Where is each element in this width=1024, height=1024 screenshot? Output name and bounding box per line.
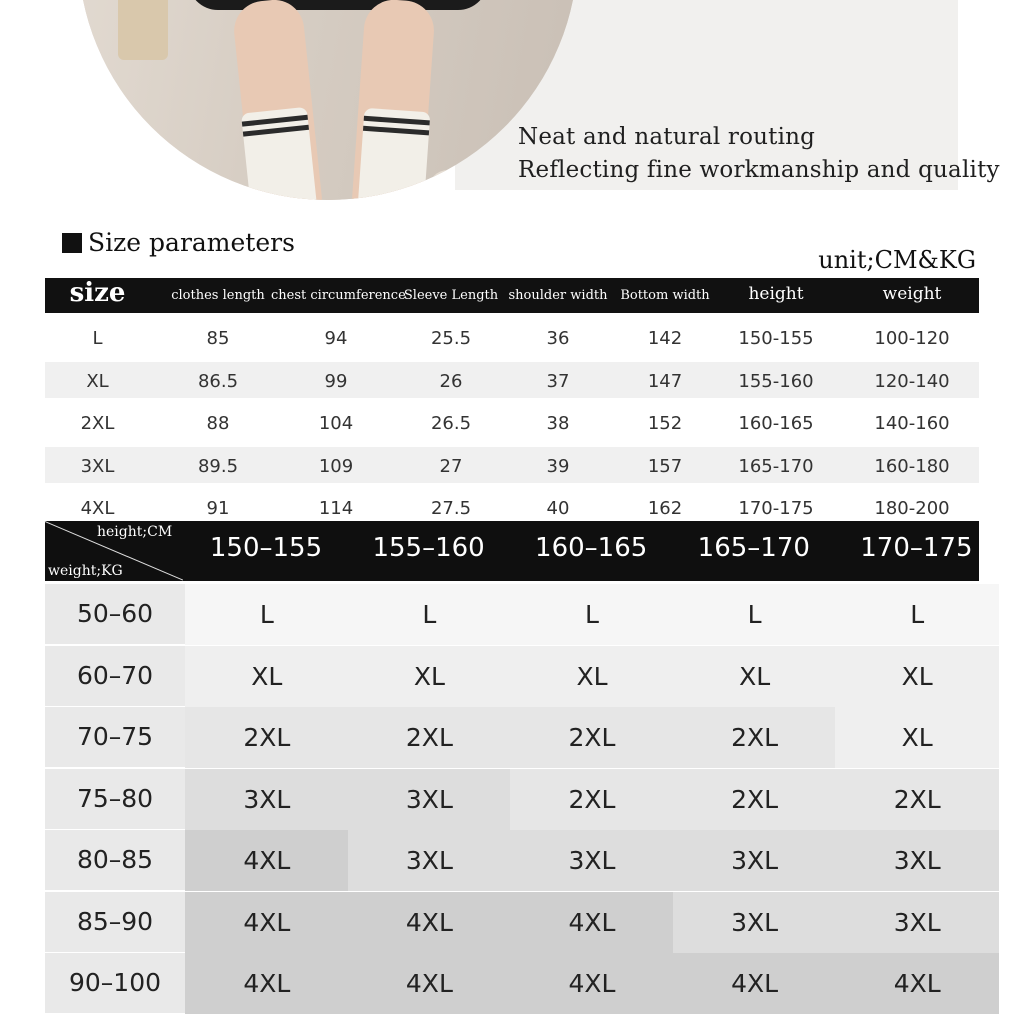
table-cell: 99 [324,370,348,392]
weight-row-header: 75–80 [45,769,185,829]
weight-row-header: 80–85 [45,830,185,890]
table-cell: L [92,328,103,349]
table-cell: 88 [206,413,230,434]
weight-row-header: 90–100 [45,953,185,1013]
table-cell: 155-160 [738,370,814,392]
size-cell: 2XL [673,707,837,768]
header-cell: Bottom width [620,288,710,303]
size-cell: 3XL [673,892,837,953]
size-cell: L [348,584,512,645]
size-cell: XL [673,646,837,707]
size-cell: 3XL [348,769,512,830]
table-cell: 147 [647,370,683,392]
chart-corner [45,521,185,581]
size-cell: 3XL [835,892,999,953]
size-cell: 3XL [835,830,999,891]
table-cell: XL [86,370,109,392]
size-cell: 3XL [185,769,349,830]
weight-row-header: 85–90 [45,892,185,952]
handbag-image [118,0,168,60]
size-cell: L [835,584,999,645]
size-cell: 4XL [185,830,349,891]
height-column-header: 155–160 [372,533,485,563]
header-cell: height [748,284,804,304]
table-cell: 36 [546,328,570,349]
size-cell: 2XL [348,707,512,768]
model-photo [78,0,578,200]
size-cell: 4XL [510,892,674,953]
table-cell: 109 [318,455,354,477]
caption-line-2: Reflecting fine workmanship and quality [518,157,1000,183]
size-parameter-table [45,278,979,519]
table-cell: 160-180 [874,455,950,477]
skirt-image [188,0,488,10]
table-cell: 162 [647,498,683,519]
size-cell: XL [185,646,349,707]
size-cell: L [185,584,349,645]
size-chart [45,521,979,1013]
header-cell: Sleeve Length [403,288,499,303]
corner-height-label: height;CM [97,524,173,540]
table-row [45,362,979,398]
weight-row-header: 60–70 [45,646,185,706]
table-cell: 37 [546,370,570,392]
table-cell: 91 [206,498,230,519]
size-cell: L [510,584,674,645]
size-cell: 4XL [673,953,837,1014]
weight-row-header: 50–60 [45,584,185,644]
size-cell: 4XL [348,892,512,953]
square-bullet-icon [62,233,82,253]
size-cell: 3XL [348,830,512,891]
table-cell: 150-155 [738,328,814,349]
height-column-header: 160–165 [535,533,648,563]
table-cell: 142 [647,328,683,349]
size-cell: 2XL [835,769,999,830]
table-header [45,278,979,313]
table-cell: 114 [318,498,354,519]
unit-label: unit;CM&KG [818,246,976,274]
height-column-header: 165–170 [697,533,810,563]
table-cell: 27.5 [430,498,472,519]
size-cell: 2XL [673,769,837,830]
size-cell: XL [835,707,999,768]
table-cell: 180-200 [874,498,950,519]
table-row [45,447,979,483]
size-cell: 4XL [835,953,999,1014]
size-cell: 2XL [185,707,349,768]
size-cell: 4XL [510,953,674,1014]
height-column-header: 170–175 [860,533,973,563]
table-cell: 25.5 [430,328,472,349]
table-cell: 85 [206,328,230,349]
table-cell: 157 [647,455,683,477]
size-cell: 4XL [348,953,512,1014]
size-cell: L [673,584,837,645]
header-cell: weight [882,284,942,304]
size-cell: 2XL [510,707,674,768]
caption-line-1: Neat and natural routing [518,124,816,150]
table-cell: 152 [647,413,683,434]
table-cell: 26 [439,370,463,392]
header-cell: chest circumference [271,288,406,303]
size-cell: 3XL [673,830,837,891]
table-cell: 4XL [80,498,115,519]
product-photo-band [0,0,1024,210]
table-cell: 2XL [80,413,115,434]
table-cell: 26.5 [430,413,472,434]
weight-row-header: 70–75 [45,707,185,767]
table-cell: 104 [318,413,354,434]
table-cell: 89.5 [197,455,239,477]
size-cell: 4XL [185,953,349,1014]
size-cell: 4XL [185,892,349,953]
table-cell: 160-165 [738,413,814,434]
size-cell: 2XL [510,769,674,830]
size-cell: XL [835,646,999,707]
table-cell: 140-160 [874,413,950,434]
table-cell: 39 [546,455,570,477]
header-cell: size [69,278,126,308]
table-cell: 27 [439,455,463,477]
table-cell: 120-140 [874,370,950,392]
table-cell: 40 [546,498,570,519]
corner-weight-label: weight;KG [48,563,123,579]
header-cell: shoulder width [508,288,608,303]
table-row [45,404,979,440]
table-cell: 170-175 [738,498,814,519]
table-cell: 100-120 [874,328,950,349]
table-cell: 86.5 [197,370,239,392]
table-cell: 94 [324,328,348,349]
table-cell: 165-170 [738,455,814,477]
section-title: Size parameters [88,228,295,257]
header-cell: clothes length [171,288,265,303]
table-row [45,319,979,355]
table-row [45,489,979,525]
section-heading [62,228,295,257]
chart-header [45,521,979,581]
table-cell: 3XL [80,455,115,477]
size-cell: XL [348,646,512,707]
size-cell: 3XL [510,830,674,891]
height-column-header: 150–155 [209,533,323,563]
table-cell: 38 [546,413,570,434]
size-cell: XL [510,646,674,707]
